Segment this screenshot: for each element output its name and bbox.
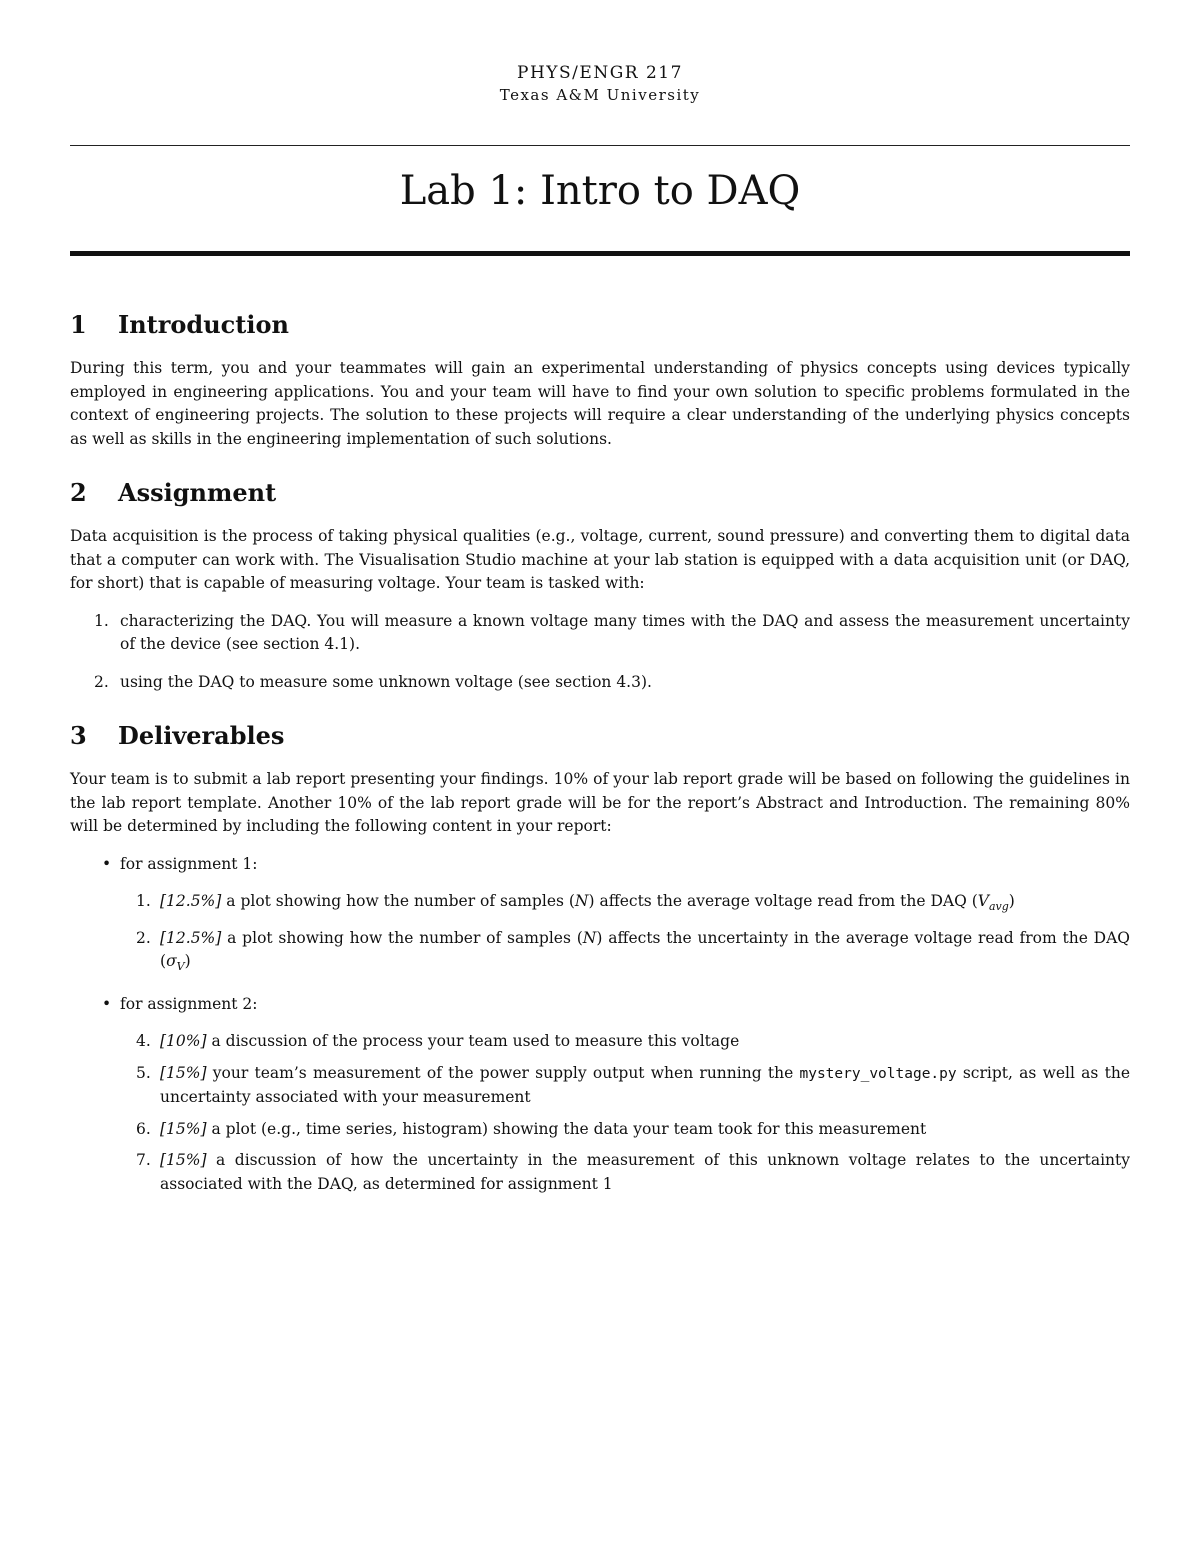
- section-heading: [70, 473, 1130, 513]
- item-text: ) affects the uncertainty in the average voltage read from the DAQ (: [160, 928, 1131, 971]
- list-item: [120, 1118, 1130, 1142]
- item-text: a discussion of how the uncertainty in the measurement of this unknown voltage relates to the uncertainty associated with the DAQ, as determined for assignment 1: [160, 1151, 1130, 1193]
- section-number: 1: [70, 310, 87, 339]
- item-text: ): [1008, 892, 1015, 910]
- item-text: your team’s measurement of the power supply output when running the: [206, 1063, 800, 1082]
- list-item-text: characterizing the DAQ. You will measure a known voltage many times with the DAQ and assess the measurement uncertainty of the device (see section 4.1).: [120, 611, 1130, 653]
- university-name: Texas A&M University: [499, 86, 701, 104]
- math-symbol: N: [582, 928, 597, 947]
- section-title: Assignment: [118, 478, 277, 507]
- bullet-item: [70, 853, 1130, 979]
- grade-weight: [10%]: [160, 1032, 207, 1051]
- math-symbol: N: [574, 892, 589, 910]
- bullet-icon: •: [102, 994, 112, 1013]
- bullet-item: [70, 993, 1130, 1197]
- list-marker: 4.: [136, 1032, 151, 1051]
- document-title: Lab 1: Intro to DAQ: [399, 168, 801, 214]
- list-marker: 7.: [136, 1151, 151, 1170]
- section-deliverables: [70, 716, 1130, 1196]
- list-marker: 1.: [94, 611, 109, 630]
- running-header: [0, 62, 1200, 106]
- bullet-label: for assignment 2:: [120, 994, 258, 1013]
- math-subscript: avg: [988, 900, 1009, 914]
- list-marker: 2.: [136, 928, 151, 947]
- sub-list: [120, 890, 1130, 979]
- grade-weight: [12.5%]: [160, 928, 222, 947]
- paragraph: Your team is to submit a lab report presenting your findings. 10% of your lab report grade will be based on following the guidelines in the lab report template. Another 10% of the lab report grade will be for the report’s Abstract and Introduction. The remaining 80% will be determined by including the following content in your report:: [70, 770, 1130, 835]
- section-title: Introduction: [118, 310, 289, 339]
- list-marker: 1.: [136, 892, 151, 910]
- sub-list: [120, 1030, 1130, 1196]
- deliverables-list: [70, 853, 1130, 1197]
- item-text: a plot showing how the number of samples (: [221, 928, 583, 947]
- grade-weight: [15%]: [160, 1063, 207, 1082]
- list-item: [120, 1149, 1130, 1196]
- math-subscript: V: [176, 960, 185, 974]
- list-item: [120, 927, 1130, 979]
- section-assignment: [70, 473, 1130, 694]
- title-bottom-rule: [70, 251, 1130, 256]
- document-body: [70, 305, 1130, 1218]
- paragraph: Data acquisition is the process of taking physical qualities (e.g., voltage, current, sound pressure) and converting them to digital data that a computer can work with. The Visualisation Studio machine at your lab station is equipped with a data acquisition unit (or DAQ, for short) that is capable of measuring voltage. Your team is tasked with:: [70, 527, 1130, 592]
- grade-weight: [12.5%]: [160, 892, 222, 910]
- list-item: [70, 671, 1130, 695]
- item-text: ) affects the average voltage read from the DAQ (: [588, 892, 978, 910]
- math-symbol: V: [977, 892, 989, 910]
- list-marker: 2.: [94, 672, 109, 691]
- bullet-icon: •: [102, 854, 112, 873]
- item-text: a discussion of the process your team used to measure this voltage: [206, 1032, 740, 1051]
- section-number: 3: [70, 721, 87, 750]
- item-text: a plot showing how the number of samples (: [221, 892, 575, 910]
- list-marker: 5.: [136, 1063, 151, 1082]
- task-list: [70, 610, 1130, 695]
- section-heading: [70, 305, 1130, 345]
- list-item: [70, 610, 1130, 657]
- list-item: [120, 1062, 1130, 1110]
- section-introduction: [70, 305, 1130, 451]
- section-title: Deliverables: [118, 721, 285, 750]
- section-heading: [70, 716, 1130, 756]
- title-top-rule: [70, 145, 1130, 146]
- item-text: ): [184, 952, 191, 971]
- list-item: [120, 1030, 1130, 1054]
- item-text: a plot (e.g., time series, histogram) showing the data your team took for this measurement: [206, 1119, 927, 1138]
- grade-weight: [15%]: [160, 1119, 207, 1138]
- list-item: [120, 890, 1130, 919]
- course-code: PHYS/ENGR 217: [517, 63, 683, 83]
- list-item-text: using the DAQ to measure some unknown voltage (see section 4.3).: [120, 672, 652, 691]
- list-marker: 6.: [136, 1119, 151, 1138]
- grade-weight: [15%]: [160, 1151, 207, 1170]
- bullet-label: for assignment 1:: [120, 854, 258, 873]
- section-number: 2: [70, 478, 87, 507]
- math-symbol: σ: [166, 952, 177, 971]
- script-filename: mystery_voltage.py: [799, 1065, 957, 1082]
- paragraph: During this term, you and your teammates will gain an experimental understanding of physics concepts using devices typically employed in engineering applications. You and your team will have to find your own solution to specific problems formulated in the context of engineering projects. The solution to these projects will require a clear understanding of the underlying physics concepts as well as skills in the engineering implementation of such solutions.: [70, 359, 1130, 448]
- item-text: script, as well as the uncertainty associated with your measurement: [160, 1063, 1130, 1107]
